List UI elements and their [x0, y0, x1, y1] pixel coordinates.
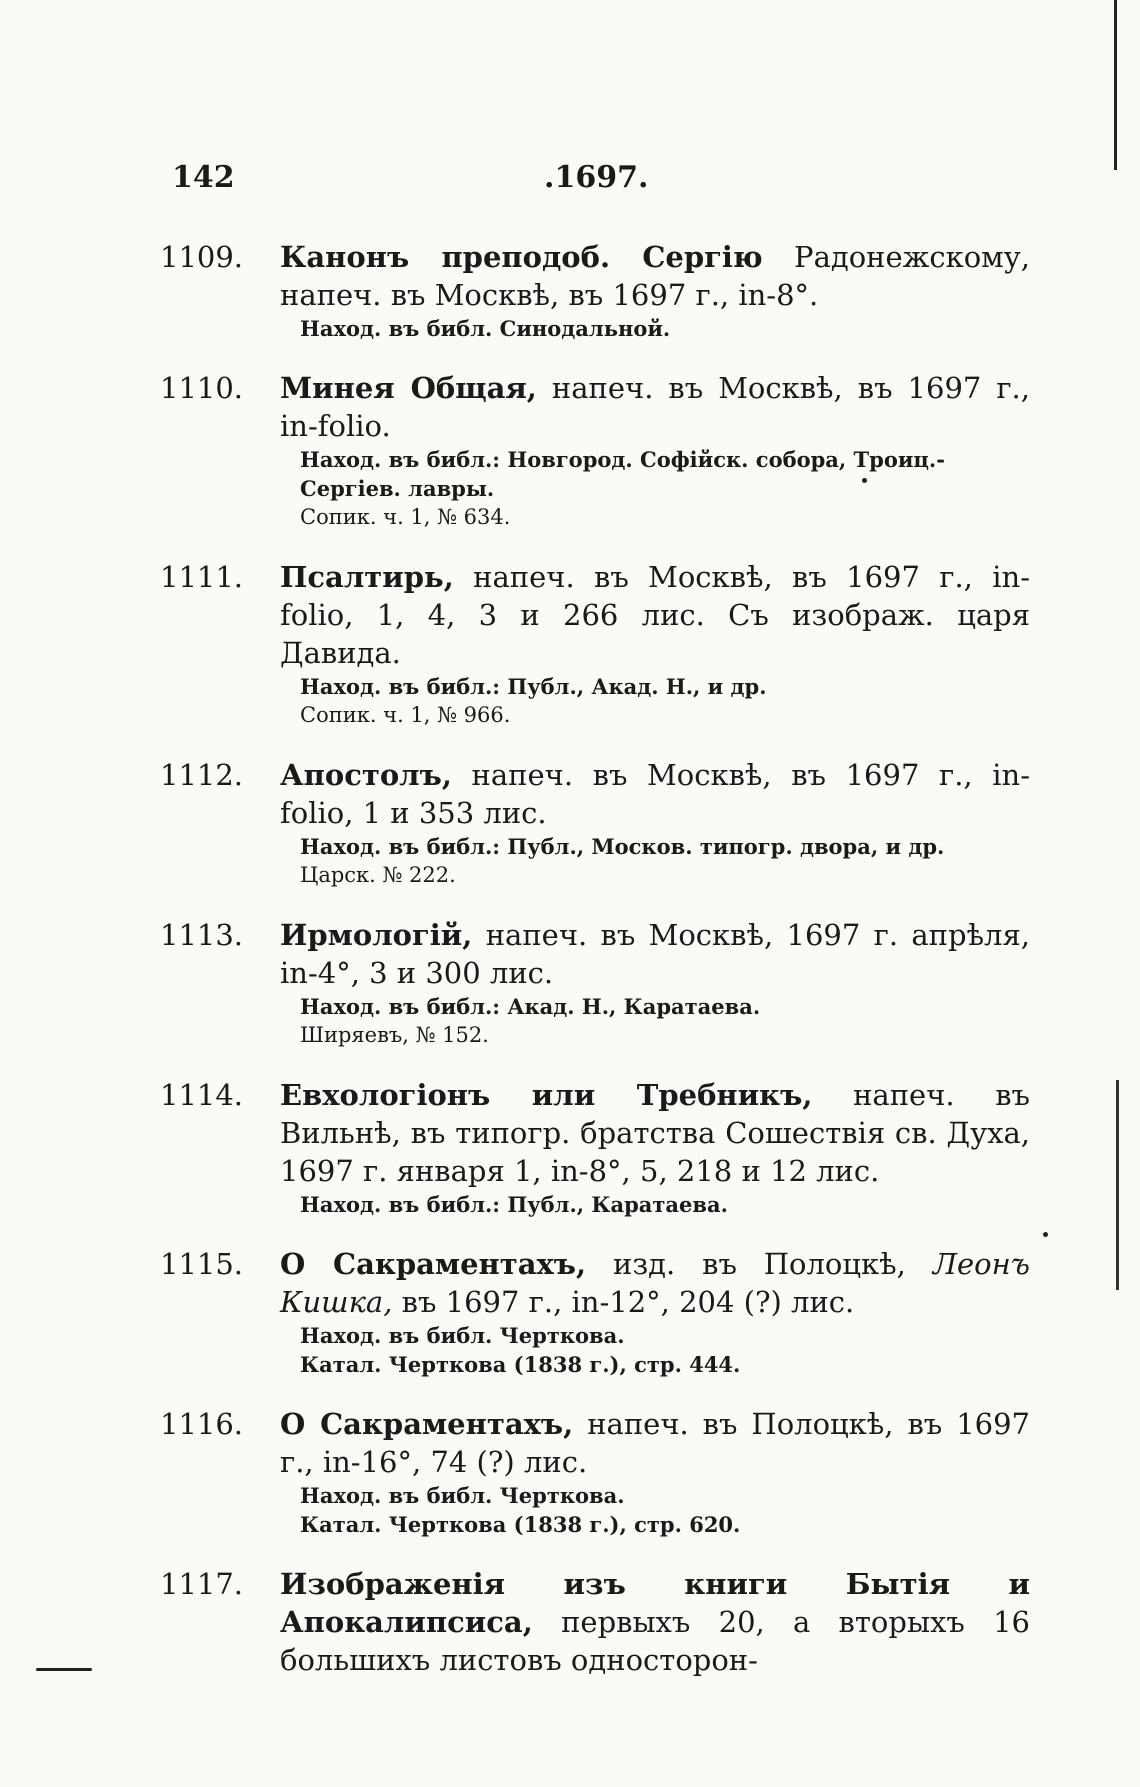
entry-note: Наход. въ библ.: Публ., Москов. типогр. двора, и др.	[300, 834, 945, 859]
entry-title: Минея Общая,	[280, 371, 537, 405]
entry-description: напеч. въ Москвѣ, въ 1697 г., in-folio.	[280, 371, 1030, 443]
entry-title: Изображенія изъ книги Бытія и Апокалипсиса,	[280, 1567, 1030, 1639]
entry-text	[280, 1076, 1030, 1190]
page-number: 142	[172, 160, 235, 195]
entry-number: 1116.	[160, 1407, 244, 1441]
running-head-year: .1697.	[544, 160, 649, 195]
entry-text	[280, 1245, 1030, 1321]
entry-1112	[160, 756, 1030, 890]
entry-note: Наход. въ библ.: Акад. Н., Каратаева.	[300, 994, 761, 1019]
scan-edge-line	[1116, 1080, 1119, 1290]
entry-note: Наход. въ библ.: Публ., Акад. Н., и др.	[300, 674, 767, 699]
entry-title: Ирмологій,	[280, 918, 473, 952]
entry-description: напеч. въ Москвѣ, въ 1697 г., in-folio, 1 и 353 лис.	[280, 758, 1030, 830]
entry-number: 1113.	[160, 918, 244, 952]
entry-1117	[160, 1565, 1030, 1679]
entry-title: О Сакраментахъ,	[280, 1247, 587, 1281]
entry-1115	[160, 1245, 1030, 1379]
entry-title: О Сакраментахъ,	[280, 1407, 574, 1441]
entry-text	[280, 238, 1030, 314]
entry-number: 1117.	[160, 1567, 244, 1601]
entry-reference: Царск. № 222.	[300, 863, 456, 887]
entry-1113	[160, 916, 1030, 1050]
entry-note: Наход. въ библ.: Публ., Каратаева.	[300, 1192, 728, 1217]
page-header	[172, 160, 1020, 200]
entry-title: Псалтирь,	[280, 560, 454, 594]
entry-note: Катал. Черткова (1838 г.), стр. 444.	[300, 1352, 741, 1377]
entry-number: 1109.	[160, 240, 244, 274]
specks	[862, 478, 867, 483]
entry-number: 1114.	[160, 1078, 244, 1112]
entry-title: Евхологіонъ или Требникъ,	[280, 1078, 813, 1112]
entry-description: напеч. въ Москвѣ, въ 1697 г., in-folio, 1, 4, 3 и 266 лис. Съ изображ. царя Давида.	[280, 560, 1030, 670]
entry-text	[280, 756, 1030, 832]
entry-1109	[160, 238, 1030, 343]
entry-description: Радонежскому, напеч. въ Москвѣ, въ 1697 г., in-8°.	[280, 240, 1031, 312]
entry-number: 1115.	[160, 1247, 244, 1281]
entry-note: Наход. въ библ. Черткова.	[300, 1323, 625, 1348]
entry-description: напеч. въ Полоцкѣ, въ 1697 г., in-16°, 74 (?) лис.	[280, 1407, 1031, 1479]
entry-note: Наход. въ библ.: Новгород. Софійск. собора, Троиц.-Сергіев. лавры.	[300, 447, 945, 501]
entry-1110	[160, 369, 1030, 532]
entry-text	[280, 916, 1030, 992]
entry-note: Наход. въ библ. Синодальной.	[300, 316, 671, 341]
entry-number: 1112.	[160, 758, 244, 792]
specks	[1043, 1232, 1048, 1237]
entry-1111	[160, 558, 1030, 730]
entry-description: напеч. въ Вильнѣ, въ типогр. братства Сошествія св. Духа, 1697 г. января 1, in-8°, 5, 218 и 12 лис.	[280, 1078, 1031, 1188]
entry-reference: Сопик. ч. 1, № 966.	[300, 703, 511, 727]
entry-1116	[160, 1405, 1030, 1539]
entry-text	[280, 1405, 1030, 1481]
entry-text	[280, 1565, 1030, 1679]
entry-note: Наход. въ библ. Черткова.	[300, 1483, 625, 1508]
entry-number: 1110.	[160, 371, 244, 405]
entry-description: первыхъ 20, а вторыхъ 16 большихъ листовъ односторон-	[280, 1605, 1030, 1677]
bibliography-entries	[160, 238, 1030, 1705]
entry-reference: Ширяевъ, № 152.	[300, 1023, 489, 1047]
entry-description-cont: въ 1697 г., in-12°, 204 (?) лис.	[392, 1285, 855, 1319]
entry-title: Апостолъ,	[280, 758, 452, 792]
entry-reference: Сопик. ч. 1, № 634.	[300, 505, 511, 529]
entry-note: Катал. Черткова (1838 г.), стр. 620.	[300, 1512, 741, 1537]
entry-text	[280, 558, 1030, 672]
entry-title: Канонъ преподоб. Сергію	[280, 240, 763, 274]
entry-description: напеч. въ Москвѣ, 1697 г. апрѣля, in-4°, 3 и 300 лис.	[280, 918, 1030, 990]
printer-name: Леонъ Кишка,	[280, 1247, 1031, 1319]
scan-edge-line	[1114, 0, 1117, 170]
entry-1114	[160, 1076, 1030, 1219]
entry-description: изд. въ Полоцкѣ,	[586, 1247, 933, 1281]
entry-number: 1111.	[160, 560, 244, 594]
entry-text	[280, 369, 1030, 445]
margin-dash	[36, 1668, 92, 1671]
